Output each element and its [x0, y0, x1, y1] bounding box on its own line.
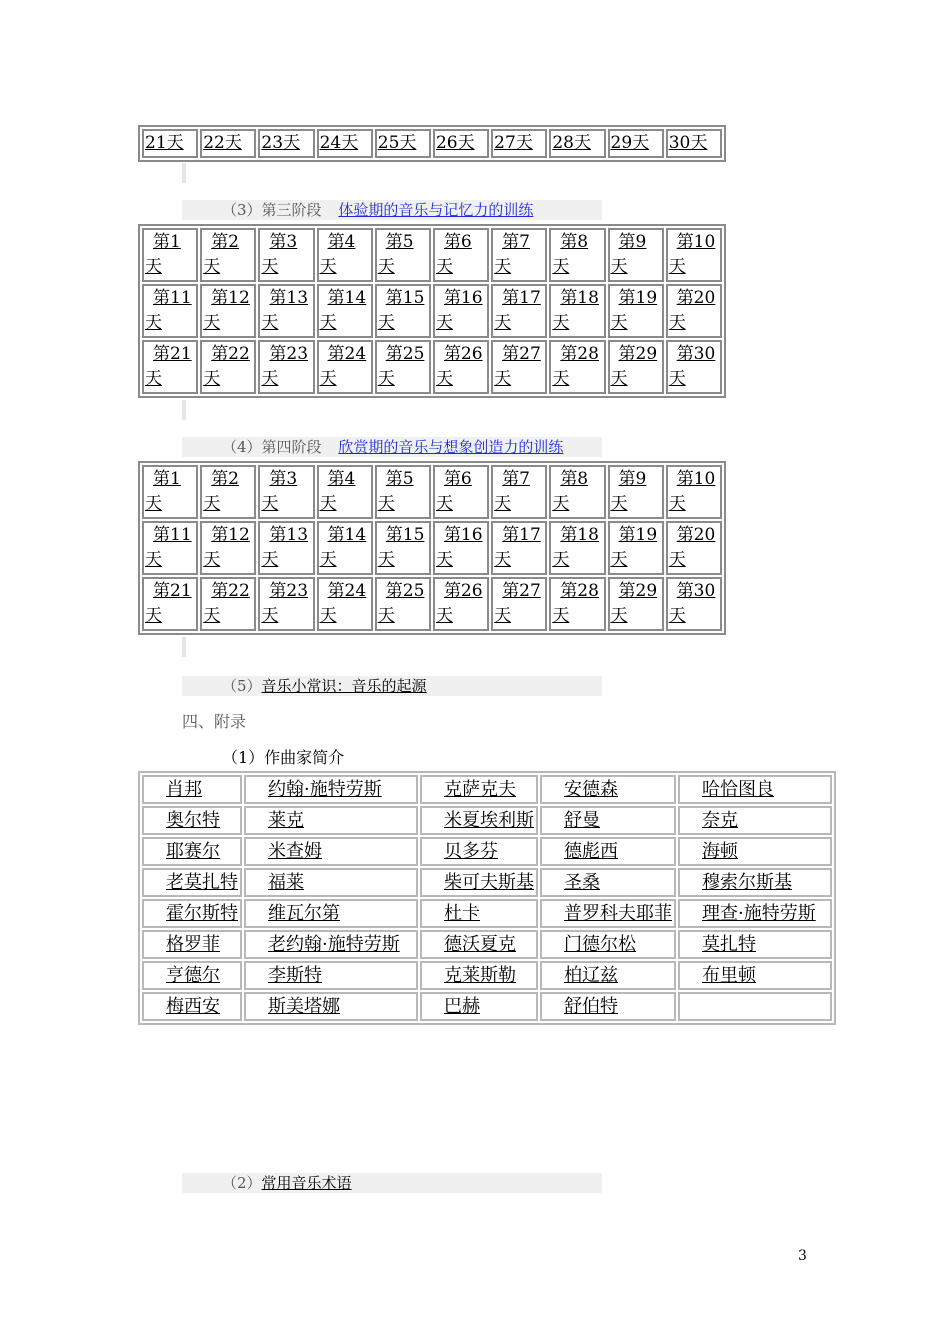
table-row: [142, 837, 832, 866]
day-cell: [258, 284, 314, 338]
terms-prefix: （2）: [222, 1174, 262, 1192]
composer-link[interactable]: 柴可夫斯基: [444, 872, 534, 893]
day-link[interactable]: 第20天: [668, 525, 716, 570]
day-cell: [375, 340, 431, 394]
day-link[interactable]: 第21天: [145, 581, 192, 626]
table-row: [142, 930, 832, 959]
table-row: [142, 129, 722, 158]
day-link[interactable]: 第27天: [494, 344, 541, 389]
composer-link[interactable]: 舒伯特: [564, 996, 618, 1017]
composer-link[interactable]: 米夏埃利斯: [444, 810, 534, 831]
composer-link[interactable]: 德沃夏克: [444, 934, 516, 955]
composer-cell: [142, 899, 242, 928]
day-link[interactable]: 第23天: [261, 344, 309, 389]
day-link[interactable]: 第3天: [261, 469, 298, 514]
day-cell: [608, 465, 664, 519]
day-link[interactable]: 第28天: [552, 344, 599, 389]
composer-link[interactable]: 霍尔斯特: [166, 903, 238, 924]
day-cell: [666, 521, 722, 575]
day-link[interactable]: 第27天: [494, 581, 541, 626]
day-link[interactable]: 28天: [552, 133, 591, 153]
day-cell: [258, 340, 314, 394]
table-row: [142, 899, 832, 928]
day-link[interactable]: 第9天: [610, 469, 647, 514]
composer-link[interactable]: 肖邦: [166, 779, 202, 800]
composer-link[interactable]: 海顿: [702, 841, 738, 862]
day-link[interactable]: 第20天: [668, 288, 716, 333]
day-cell: [433, 340, 489, 394]
day-cell: [142, 284, 198, 338]
day-cell: [258, 465, 314, 519]
day-cell: [142, 465, 198, 519]
composer-link[interactable]: 哈恰图良: [702, 779, 774, 800]
day-link[interactable]: 22天: [203, 133, 242, 153]
composer-cell: [678, 806, 832, 835]
day-cell: [142, 577, 198, 631]
composer-cell: [540, 806, 676, 835]
composer-link[interactable]: 亨德尔: [166, 965, 220, 986]
table-row: [142, 992, 832, 1021]
day-link[interactable]: 第4天: [319, 469, 356, 514]
stage4-link[interactable]: 欣赏期的音乐与想象创造力的训练: [338, 438, 564, 456]
table-row: [142, 228, 722, 282]
day-link[interactable]: 第26天: [435, 344, 483, 389]
page-number: 3: [798, 1248, 807, 1264]
composer-cell: [540, 961, 676, 990]
day-cell: [142, 340, 198, 394]
day-link[interactable]: 第9天: [610, 232, 647, 277]
day-cell: [608, 129, 664, 158]
composer-link[interactable]: 克萨克夫: [444, 779, 516, 800]
day-cell: [608, 284, 664, 338]
composer-link[interactable]: 梅西安: [166, 996, 220, 1017]
composer-cell: [420, 775, 538, 804]
day-link[interactable]: 21天: [145, 133, 184, 153]
stage4-header: [182, 437, 602, 457]
composer-cell: [420, 868, 538, 897]
day-cell: [317, 340, 373, 394]
stage5-prefix: （5）: [222, 677, 262, 695]
composer-cell: [678, 837, 832, 866]
stage3-header: [182, 200, 602, 220]
composer-link[interactable]: 安德森: [564, 779, 618, 800]
composer-link[interactable]: 贝多芬: [444, 841, 498, 862]
day-cell: [142, 228, 198, 282]
day-cell: [608, 340, 664, 394]
day-link[interactable]: 第2天: [203, 469, 240, 514]
day-cell: [200, 129, 256, 158]
composer-link[interactable]: 柏辽兹: [564, 965, 618, 986]
composer-cell: [540, 992, 676, 1021]
day-cell: [375, 129, 431, 158]
composer-table: [138, 771, 836, 1025]
day-cell: [433, 577, 489, 631]
day-link[interactable]: 第1天: [145, 469, 181, 514]
composer-cell: [678, 961, 832, 990]
composer-link[interactable]: 老莫扎特: [166, 872, 238, 893]
day-cell: [666, 129, 722, 158]
composer-link[interactable]: 布里顿: [702, 965, 756, 986]
day-cell: [491, 228, 547, 282]
stage4-day-table: [138, 461, 726, 635]
table-row: [142, 868, 832, 897]
day-cell: [433, 228, 489, 282]
composer-cell: [678, 775, 832, 804]
day-link[interactable]: 第22天: [203, 344, 250, 389]
composer-link[interactable]: 克莱斯勒: [444, 965, 516, 986]
composer-cell: [244, 992, 418, 1021]
table-row: [142, 775, 832, 804]
day-link[interactable]: 第16天: [435, 288, 483, 333]
composer-cell: [142, 930, 242, 959]
table-row: [142, 961, 832, 990]
stage4-prefix: （4）第四阶段: [222, 438, 322, 456]
day-cell: [375, 521, 431, 575]
day-cell: [666, 228, 722, 282]
day-cell: [433, 284, 489, 338]
stage5-header: [182, 676, 602, 696]
day-link[interactable]: 第23天: [261, 581, 309, 626]
composer-cell: [540, 775, 676, 804]
day-link[interactable]: 第19天: [610, 525, 658, 570]
composer-cell: [142, 837, 242, 866]
day-cell: [317, 465, 373, 519]
stage3-day-table: [138, 224, 726, 398]
composer-cell: [142, 806, 242, 835]
day-cell: [549, 284, 605, 338]
composer-cell: [540, 837, 676, 866]
composer-cell: [142, 775, 242, 804]
composer-link[interactable]: 杜卡: [444, 903, 480, 924]
day-link[interactable]: 第17天: [494, 525, 541, 570]
composer-link[interactable]: 福莱: [268, 872, 304, 893]
composer-cell: [244, 837, 418, 866]
day-link[interactable]: 第13天: [261, 288, 309, 333]
day-link[interactable]: 第14天: [319, 288, 367, 333]
day-link[interactable]: 第4天: [319, 232, 356, 277]
day-cell: [608, 577, 664, 631]
day-cell: [317, 228, 373, 282]
day-link[interactable]: 第29天: [610, 344, 658, 389]
day-cell: [491, 129, 547, 158]
day-link[interactable]: 第7天: [494, 232, 530, 277]
day-cell: [317, 129, 373, 158]
composer-link[interactable]: 穆索尔斯基: [702, 872, 792, 893]
day-link[interactable]: 第11天: [145, 525, 192, 570]
composer-cell: [142, 868, 242, 897]
composer-link[interactable]: 莱克: [268, 810, 304, 831]
appendix-title: 四、附录: [182, 712, 247, 731]
composer-link[interactable]: 老约翰·施特劳斯: [268, 934, 400, 955]
table-row: [142, 340, 722, 394]
day-link[interactable]: 第19天: [610, 288, 658, 333]
composer-cell: [540, 899, 676, 928]
day-link[interactable]: 第16天: [435, 525, 483, 570]
composer-cell: [678, 930, 832, 959]
composer-link[interactable]: 奈克: [702, 810, 738, 831]
day-cell: [549, 521, 605, 575]
day-link[interactable]: 第18天: [552, 288, 599, 333]
stage2-day-table: [138, 125, 726, 162]
composer-cell: [244, 930, 418, 959]
composer-cell: [420, 992, 538, 1021]
day-cell: [375, 228, 431, 282]
table-row: [142, 521, 722, 575]
day-cell: [549, 577, 605, 631]
day-link[interactable]: 第15天: [377, 288, 425, 333]
day-cell: [142, 129, 198, 158]
table-row: [142, 465, 722, 519]
composer-cell: [244, 775, 418, 804]
composer-cell: [142, 961, 242, 990]
day-link[interactable]: 第6天: [435, 469, 472, 514]
day-link[interactable]: 第28天: [552, 581, 599, 626]
composer-link[interactable]: 门德尔松: [564, 934, 636, 955]
day-link[interactable]: 第13天: [261, 525, 309, 570]
day-cell: [200, 577, 256, 631]
composer-cell: [244, 868, 418, 897]
day-cell: [491, 465, 547, 519]
day-link[interactable]: 23天: [261, 133, 301, 153]
composer-link[interactable]: 耶赛尔: [166, 841, 220, 862]
day-link[interactable]: 第2天: [203, 232, 240, 277]
day-cell: [200, 465, 256, 519]
composer-cell: [540, 930, 676, 959]
day-cell: [317, 521, 373, 575]
composer-cell: [244, 961, 418, 990]
day-cell: [608, 521, 664, 575]
day-cell: [200, 284, 256, 338]
composer-link[interactable]: 舒曼: [564, 810, 600, 831]
day-cell: [666, 577, 722, 631]
day-cell: [258, 521, 314, 575]
composer-link[interactable]: 米查姆: [268, 841, 322, 862]
day-cell: [491, 284, 547, 338]
composer-cell: [420, 930, 538, 959]
day-link[interactable]: 第18天: [552, 525, 599, 570]
day-link[interactable]: 第5天: [377, 232, 414, 277]
stage3-link[interactable]: 体验期的音乐与记忆力的训练: [338, 201, 534, 219]
day-cell: [549, 340, 605, 394]
composer-cell: [420, 837, 538, 866]
day-cell: [317, 577, 373, 631]
day-link[interactable]: 25天: [377, 133, 417, 153]
day-link[interactable]: 第1天: [145, 232, 181, 277]
day-link[interactable]: 第24天: [319, 581, 367, 626]
stage5-link[interactable]: 音乐小常识：音乐的起源: [261, 677, 427, 695]
day-link[interactable]: 第12天: [203, 525, 250, 570]
composer-link[interactable]: 约翰·施特劳斯: [268, 779, 382, 800]
composer-link[interactable]: 维瓦尔第: [268, 903, 340, 924]
day-cell: [608, 228, 664, 282]
day-cell: [666, 340, 722, 394]
day-link[interactable]: 第30天: [668, 581, 716, 626]
stage3-prefix: （3）第三阶段: [222, 201, 322, 219]
day-link[interactable]: 第15天: [377, 525, 425, 570]
composer-cell: [142, 992, 242, 1021]
day-cell: [200, 228, 256, 282]
composer-link[interactable]: 莫扎特: [702, 934, 756, 955]
day-link[interactable]: 24天: [319, 133, 359, 153]
day-link[interactable]: 第12天: [203, 288, 250, 333]
day-cell: [375, 284, 431, 338]
day-link[interactable]: 27天: [494, 133, 533, 153]
day-cell: [433, 465, 489, 519]
composer-link[interactable]: 奥尔特: [166, 810, 220, 831]
divider-bar: [182, 400, 186, 420]
divider-bar: [182, 163, 186, 183]
day-link[interactable]: 第25天: [377, 344, 425, 389]
day-link[interactable]: 第8天: [552, 469, 589, 514]
composer-link[interactable]: 德彪西: [564, 841, 618, 862]
composer-link[interactable]: 普罗科夫耶菲: [564, 903, 672, 924]
day-cell: [258, 228, 314, 282]
composer-cell: [420, 961, 538, 990]
day-cell: [549, 465, 605, 519]
divider-bar: [182, 637, 186, 657]
table-row: [142, 577, 722, 631]
composer-cell: [244, 899, 418, 928]
day-cell: [200, 521, 256, 575]
day-link[interactable]: 第10天: [668, 469, 716, 514]
composer-link[interactable]: 圣桑: [564, 872, 600, 893]
day-link[interactable]: 第25天: [377, 581, 425, 626]
day-link[interactable]: 第21天: [145, 344, 192, 389]
table-row: [142, 284, 722, 338]
day-link[interactable]: 第8天: [552, 232, 589, 277]
composer-cell: [420, 899, 538, 928]
terms-link[interactable]: 常用音乐术语: [261, 1174, 352, 1192]
day-link[interactable]: 第30天: [668, 344, 716, 389]
composer-cell: [678, 992, 832, 1021]
day-cell: [549, 129, 605, 158]
table-row: [142, 806, 832, 835]
day-cell: [317, 284, 373, 338]
day-link[interactable]: 第3天: [261, 232, 298, 277]
composer-cell: [678, 868, 832, 897]
terms-header: [182, 1173, 602, 1193]
composer-cell: [540, 868, 676, 897]
day-cell: [375, 465, 431, 519]
composer-link[interactable]: 巴赫: [444, 996, 480, 1017]
day-cell: [666, 465, 722, 519]
composer-link[interactable]: 格罗菲: [166, 934, 220, 955]
composer-link[interactable]: 斯美塔娜: [268, 996, 340, 1017]
day-cell: [142, 521, 198, 575]
day-cell: [200, 340, 256, 394]
day-cell: [258, 577, 314, 631]
day-cell: [549, 228, 605, 282]
day-link[interactable]: 第26天: [435, 581, 483, 626]
day-link[interactable]: 第11天: [145, 288, 192, 333]
day-link[interactable]: 第22天: [203, 581, 250, 626]
day-link[interactable]: 26天: [435, 133, 475, 153]
composer-cell: [244, 806, 418, 835]
day-link[interactable]: 第14天: [319, 525, 367, 570]
day-link[interactable]: 30天: [668, 133, 708, 153]
day-link[interactable]: 第17天: [494, 288, 541, 333]
composer-cell: [420, 806, 538, 835]
day-cell: [666, 284, 722, 338]
day-link[interactable]: 第6天: [435, 232, 472, 277]
day-cell: [375, 577, 431, 631]
day-link[interactable]: 第29天: [610, 581, 658, 626]
day-link[interactable]: 第24天: [319, 344, 367, 389]
day-cell: [491, 340, 547, 394]
composer-cell: [678, 899, 832, 928]
day-cell: [433, 521, 489, 575]
day-link[interactable]: 29天: [610, 133, 650, 153]
composer-link[interactable]: 理查·施特劳斯: [702, 903, 816, 924]
day-link[interactable]: 第7天: [494, 469, 530, 514]
composers-title: （1）作曲家简介: [222, 748, 345, 767]
day-cell: [258, 129, 314, 158]
composer-link[interactable]: 李斯特: [268, 965, 322, 986]
day-link[interactable]: 第5天: [377, 469, 414, 514]
day-cell: [433, 129, 489, 158]
day-cell: [491, 577, 547, 631]
day-cell: [491, 521, 547, 575]
day-link[interactable]: 第10天: [668, 232, 716, 277]
